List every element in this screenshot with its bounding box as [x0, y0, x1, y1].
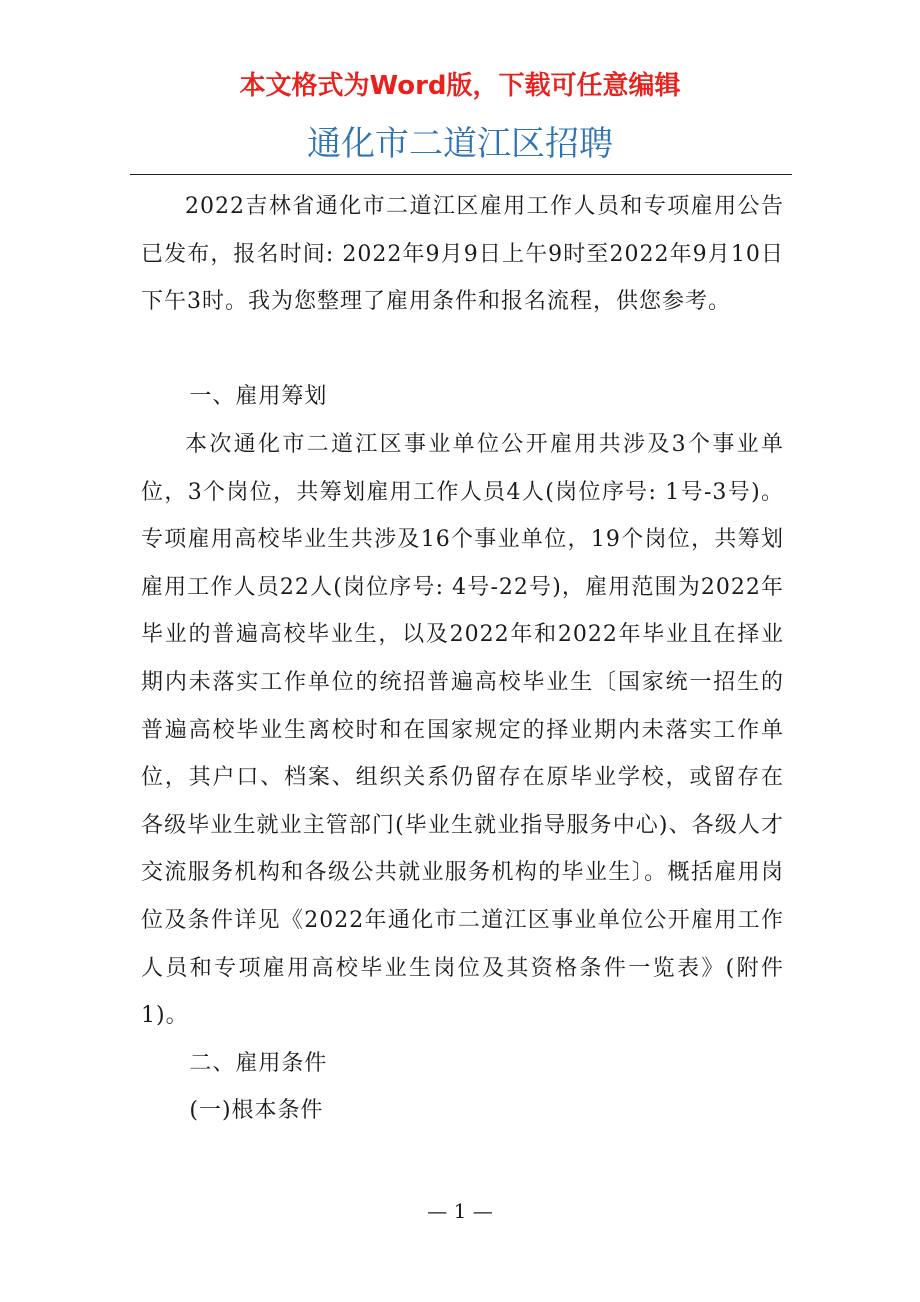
download-banner: 本文格式为Word版，下载可任意编辑	[239, 71, 681, 101]
document-body	[141, 183, 784, 1135]
subsection-heading-basic-conditions: (一)根本条件	[189, 1098, 324, 1124]
hiring-plan-paragraph: 本次通化市二道江区事业单位公开雇用共涉及3个事业单位，3个岗位，共筹划雇用工作人员4人(岗位序号: 1号-3号)。专项雇用高校毕业生共涉及16个事业单位，19个岗位，共筹划雇用工作人员22人(岗位序号: 4号-22号)，雇用范围为2022年毕业的普遍高校毕业生，以及2022年和2022年毕业且在择业期内未落实工作单位的统招普遍高校毕业生〔国家统一招生的普遍高校毕业生离校时和在国家规定的择业期内未落实工作单位，其户口、档案、组织关系仍留存在原毕业学校，或留存在各级毕业生就业主管部门(毕业生就业指导服务中心)、各级人才交流服务机构和各级公共就业服务机构的毕业生〕。概括雇用岗位及条件详见《2022年通化市二道江区事业单位公开雇用工作人员和专项雇用高校毕业生岗位及其资格条件一览表》(附件1)。	[141, 431, 784, 1029]
page-number: — 1 —	[427, 1199, 493, 1223]
section-heading-hiring-conditions: 二、雇用条件	[189, 1050, 328, 1076]
title-divider	[130, 174, 792, 175]
blank-line	[141, 326, 784, 374]
intro-paragraph: 2022吉林省通化市二道江区雇用工作人员和专项雇用公告已发布，报名时间: 2022年9月9日上午9时至2022年9月10日下午3时。我为您整理了雇用条件和报名流程，供您参考。	[141, 194, 784, 315]
document-title: 通化市二道江区招聘	[307, 124, 613, 164]
section-heading-hiring-plan: 一、雇用筹划	[189, 384, 328, 410]
